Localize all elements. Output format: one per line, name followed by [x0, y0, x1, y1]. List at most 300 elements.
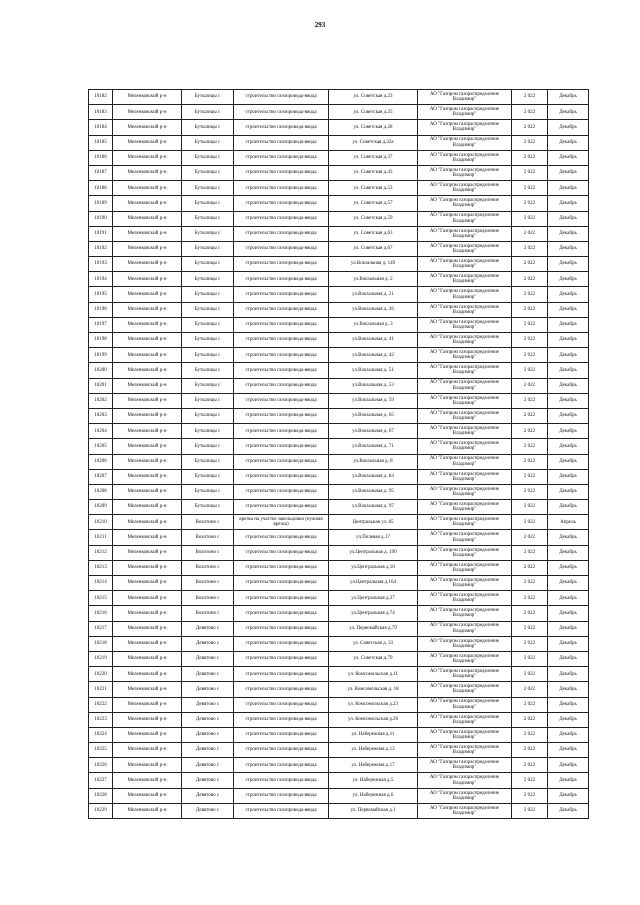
address-cell: ул.Вокзальная д. 8 [329, 454, 418, 469]
district-cell: Меленковский р-н [113, 90, 182, 105]
record-id-cell: 10206 [89, 454, 113, 469]
locality-cell: Бутылицы с [182, 90, 234, 105]
work-type-cell: строительство газопровода-ввода [234, 667, 329, 682]
organization-cell: АО "Газпром газораспределение Владимир" [418, 545, 512, 560]
year-cell: 2 022 [512, 393, 548, 408]
organization-cell: АО "Газпром газораспределение Владимир" [418, 621, 512, 636]
locality-cell: Девятово с [182, 773, 234, 788]
district-cell: Меленковский р-н [113, 454, 182, 469]
year-cell: 2 022 [512, 697, 548, 712]
organization-cell: АО "Газпром газораспределение Владимир" [418, 758, 512, 773]
month-cell: Декабрь [548, 560, 589, 575]
year-cell: 2 022 [512, 424, 548, 439]
record-id-cell: 10226 [89, 758, 113, 773]
month-cell: Декабрь [548, 469, 589, 484]
table-row [89, 105, 589, 120]
year-cell: 2 022 [512, 576, 548, 591]
address-cell: ул. Набережная д.5 [329, 773, 418, 788]
record-id-cell: 10211 [89, 530, 113, 545]
record-id-cell: 10207 [89, 469, 113, 484]
table-row [89, 424, 589, 439]
year-cell: 2 022 [512, 181, 548, 196]
locality-cell: Вохотино с [182, 591, 234, 606]
address-cell: ул.Вокзальная д. 2 [329, 272, 418, 287]
district-cell: Меленковский р-н [113, 408, 182, 423]
table-row [89, 606, 589, 621]
table-row [89, 697, 589, 712]
month-cell: Декабрь [548, 257, 589, 272]
district-cell: Меленковский р-н [113, 363, 182, 378]
district-cell: Меленковский р-н [113, 439, 182, 454]
organization-cell: АО "Газпром газораспределение Владимир" [418, 363, 512, 378]
year-cell: 2 022 [512, 120, 548, 135]
organization-cell: АО "Газпром газораспределение Владимир" [418, 682, 512, 697]
month-cell: Декабрь [548, 727, 589, 742]
organization-cell: АО "Газпром газораспределение Владимир" [418, 120, 512, 135]
organization-cell: АО "Газпром газораспределение Владимир" [418, 333, 512, 348]
locality-cell: Вохотино с [182, 576, 234, 591]
month-cell: Декабрь [548, 773, 589, 788]
district-cell: Меленковский р-н [113, 697, 182, 712]
organization-cell: АО "Газпром газораспределение Владимир" [418, 105, 512, 120]
organization-cell: АО "Газпром газораспределение Владимир" [418, 408, 512, 423]
work-type-cell: строительство газопровода-ввода [234, 621, 329, 636]
record-id-cell: 10192 [89, 241, 113, 256]
month-cell: Декабрь [548, 667, 589, 682]
work-type-cell: строительство газопровода-ввода [234, 105, 329, 120]
address-cell: ул. Советская д.37 [329, 150, 418, 165]
address-cell: ул.Полевая д.17 [329, 530, 418, 545]
table-row [89, 515, 589, 530]
organization-cell: АО "Газпром газораспределение Владимир" [418, 317, 512, 332]
work-type-cell: строительство газопровода-ввода [234, 348, 329, 363]
record-id-cell: 10203 [89, 408, 113, 423]
address-cell: ул. Комсомольская д. 18 [329, 682, 418, 697]
table-row [89, 439, 589, 454]
year-cell: 2 022 [512, 363, 548, 378]
address-cell: ул. Советская д. 33 [329, 636, 418, 651]
work-type-cell: строительство газопровода-ввода [234, 90, 329, 105]
district-cell: Меленковский р-н [113, 196, 182, 211]
district-cell: Меленковский р-н [113, 135, 182, 150]
organization-cell: АО "Газпром газораспределение Владимир" [418, 165, 512, 180]
organization-cell: АО "Газпром газораспределение Владимир" [418, 576, 512, 591]
district-cell: Меленковский р-н [113, 165, 182, 180]
organization-cell: АО "Газпром газораспределение Владимир" [418, 606, 512, 621]
locality-cell: Девятово с [182, 682, 234, 697]
district-cell: Меленковский р-н [113, 743, 182, 758]
year-cell: 2 022 [512, 469, 548, 484]
address-cell: ул. Первомайская д.1 [329, 803, 418, 818]
table-row [89, 500, 589, 515]
district-cell: Меленковский р-н [113, 667, 182, 682]
locality-cell: Бутылицы с [182, 424, 234, 439]
work-type-cell: строительство газопровода-ввода [234, 165, 329, 180]
table-row [89, 773, 589, 788]
locality-cell: Девятово с [182, 743, 234, 758]
work-type-cell: строительство газопровода-ввода [234, 120, 329, 135]
record-id-cell: 10210 [89, 515, 113, 530]
work-type-cell: строительство газопровода-ввода [234, 484, 329, 499]
month-cell: Декабрь [548, 439, 589, 454]
address-cell: ул.Центральная д.10 [329, 560, 418, 575]
record-id-cell: 10194 [89, 272, 113, 287]
table-row [89, 287, 589, 302]
table-row [89, 378, 589, 393]
year-cell: 2 022 [512, 287, 548, 302]
record-id-cell: 10208 [89, 484, 113, 499]
year-cell: 2 022 [512, 682, 548, 697]
record-id-cell: 10195 [89, 287, 113, 302]
page-number: 293 [314, 21, 326, 29]
record-id-cell: 10200 [89, 363, 113, 378]
address-cell: ул.Вокзальная д. 71 [329, 439, 418, 454]
work-type-cell: строительство газопровода-ввода [234, 636, 329, 651]
work-type-cell: строительство газопровода-ввода [234, 560, 329, 575]
record-id-cell: 10183 [89, 105, 113, 120]
organization-cell: АО "Газпром газораспределение Владимир" [418, 773, 512, 788]
year-cell: 2 022 [512, 317, 548, 332]
year-cell: 2 022 [512, 196, 548, 211]
record-id-cell: 10189 [89, 196, 113, 211]
organization-cell: АО "Газпром газораспределение Владимир" [418, 469, 512, 484]
year-cell: 2 022 [512, 90, 548, 105]
month-cell: Декабрь [548, 697, 589, 712]
district-cell: Меленковский р-н [113, 803, 182, 818]
table-row [89, 454, 589, 469]
record-id-cell: 10196 [89, 302, 113, 317]
work-type-cell: строительство газопровода-ввода [234, 196, 329, 211]
record-id-cell: 10204 [89, 424, 113, 439]
work-type-cell: строительство газопровода-ввода [234, 773, 329, 788]
table-row [89, 758, 589, 773]
district-cell: Меленковский р-н [113, 287, 182, 302]
organization-cell: АО "Газпром газораспределение Владимир" [418, 287, 512, 302]
month-cell: Декабрь [548, 272, 589, 287]
month-cell: Декабрь [548, 333, 589, 348]
work-type-cell: строительство газопровода-ввода [234, 758, 329, 773]
record-id-cell: 10227 [89, 773, 113, 788]
district-cell: Меленковский р-н [113, 211, 182, 226]
table-row [89, 348, 589, 363]
locality-cell: Бутылицы с [182, 181, 234, 196]
year-cell: 2 022 [512, 560, 548, 575]
year-cell: 2 022 [512, 591, 548, 606]
organization-cell: АО "Газпром газораспределение Владимир" [418, 378, 512, 393]
record-id-cell: 10190 [89, 211, 113, 226]
locality-cell: Девятово с [182, 712, 234, 727]
locality-cell: Девятово с [182, 621, 234, 636]
month-cell: Декабрь [548, 803, 589, 818]
month-cell: Декабрь [548, 545, 589, 560]
district-cell: Меленковский р-н [113, 150, 182, 165]
year-cell: 2 022 [512, 226, 548, 241]
year-cell: 2 022 [512, 135, 548, 150]
record-id-cell: 10191 [89, 226, 113, 241]
locality-cell: Бутылицы с [182, 393, 234, 408]
work-type-cell: строительство газопровода-ввода [234, 287, 329, 302]
locality-cell: Бутылицы с [182, 211, 234, 226]
address-cell: ул.Вокзальная д. 95 [329, 484, 418, 499]
month-cell: Декабрь [548, 150, 589, 165]
address-cell: ул.Центральная д.37 [329, 591, 418, 606]
record-id-cell: 10186 [89, 150, 113, 165]
table-row [89, 667, 589, 682]
organization-cell: АО "Газпром газораспределение Владимир" [418, 454, 512, 469]
address-cell: ул. Советская д.32а [329, 135, 418, 150]
locality-cell: Вохотино с [182, 545, 234, 560]
month-cell: Декабрь [548, 393, 589, 408]
district-cell: Меленковский р-н [113, 424, 182, 439]
work-type-cell: строительство газопровода-ввода [234, 788, 329, 803]
address-cell: ул. Первомайская д.79 [329, 621, 418, 636]
address-cell: ул.Центральная д.74 [329, 606, 418, 621]
table-row [89, 272, 589, 287]
table-row [89, 150, 589, 165]
table-row [89, 257, 589, 272]
month-cell: Декабрь [548, 788, 589, 803]
table-row [89, 135, 589, 150]
locality-cell: Вохотино с [182, 515, 234, 530]
district-cell: Меленковский р-н [113, 333, 182, 348]
work-type-cell: строительство газопровода-ввода [234, 454, 329, 469]
month-cell: Декабрь [548, 621, 589, 636]
year-cell: 2 022 [512, 743, 548, 758]
month-cell: Декабрь [548, 226, 589, 241]
organization-cell: АО "Газпром газораспределение Владимир" [418, 788, 512, 803]
work-type-cell: строительство газопровода-ввода [234, 803, 329, 818]
record-id-cell: 10187 [89, 165, 113, 180]
record-id-cell: 10193 [89, 257, 113, 272]
month-cell: Декабрь [548, 712, 589, 727]
locality-cell: Бутылицы с [182, 105, 234, 120]
table-row [89, 576, 589, 591]
organization-cell: АО "Газпром газораспределение Владимир" [418, 272, 512, 287]
table-row [89, 90, 589, 105]
month-cell: Декабрь [548, 287, 589, 302]
record-id-cell: 10218 [89, 636, 113, 651]
year-cell: 2 022 [512, 636, 548, 651]
month-cell: Декабрь [548, 363, 589, 378]
locality-cell: Бутылицы с [182, 363, 234, 378]
record-id-cell: 10229 [89, 803, 113, 818]
district-cell: Меленковский р-н [113, 773, 182, 788]
address-cell: ул. Советская д.59 [329, 211, 418, 226]
address-cell: ул.Вокзальная д. 42 [329, 348, 418, 363]
year-cell: 2 022 [512, 545, 548, 560]
work-type-cell: врезка на участке закольцовки (нужная врезка) [234, 515, 329, 530]
district-cell: Меленковский р-н [113, 378, 182, 393]
year-cell: 2 022 [512, 621, 548, 636]
year-cell: 2 022 [512, 439, 548, 454]
organization-cell: АО "Газпром газораспределение Владимир" [418, 196, 512, 211]
work-type-cell: строительство газопровода-ввода [234, 727, 329, 742]
year-cell: 2 022 [512, 333, 548, 348]
locality-cell: Бутылицы с [182, 500, 234, 515]
record-id-cell: 10220 [89, 667, 113, 682]
month-cell: Декабрь [548, 530, 589, 545]
address-cell: ул.Вокзальная д. 97 [329, 500, 418, 515]
district-cell: Меленковский р-н [113, 317, 182, 332]
organization-cell: АО "Газпром газораспределение Владимир" [418, 226, 512, 241]
work-type-cell: строительство газопровода-ввода [234, 439, 329, 454]
address-cell: ул. Советская д.79 [329, 651, 418, 666]
year-cell: 2 022 [512, 302, 548, 317]
locality-cell: Девятово с [182, 636, 234, 651]
record-id-cell: 10213 [89, 560, 113, 575]
month-cell: Декабрь [548, 484, 589, 499]
district-cell: Меленковский р-н [113, 758, 182, 773]
district-cell: Меленковский р-н [113, 606, 182, 621]
month-cell: Декабрь [548, 500, 589, 515]
month-cell: Декабрь [548, 651, 589, 666]
work-type-cell: строительство газопровода-ввода [234, 317, 329, 332]
work-type-cell: строительство газопровода-ввода [234, 378, 329, 393]
year-cell: 2 022 [512, 803, 548, 818]
organization-cell: АО "Газпром газораспределение Владимир" [418, 424, 512, 439]
locality-cell: Бутылицы с [182, 196, 234, 211]
organization-cell: АО "Газпром газораспределение Владимир" [418, 636, 512, 651]
organization-cell: АО "Газпром газораспределение Владимир" [418, 591, 512, 606]
table-row [89, 803, 589, 818]
table-row [89, 545, 589, 560]
table-row [89, 469, 589, 484]
locality-cell: Бутылицы с [182, 241, 234, 256]
work-type-cell: строительство газопровода-ввода [234, 530, 329, 545]
locality-cell: Девятово с [182, 727, 234, 742]
work-type-cell: строительство газопровода-ввода [234, 135, 329, 150]
work-type-cell: строительство газопровода-ввода [234, 363, 329, 378]
table-row [89, 727, 589, 742]
table-row [89, 712, 589, 727]
year-cell: 2 022 [512, 165, 548, 180]
locality-cell: Вохотино с [182, 560, 234, 575]
locality-cell: Бутылицы с [182, 378, 234, 393]
year-cell: 2 022 [512, 712, 548, 727]
month-cell: Декабрь [548, 165, 589, 180]
table-row [89, 165, 589, 180]
month-cell: Декабрь [548, 317, 589, 332]
district-cell: Меленковский р-н [113, 484, 182, 499]
district-cell: Меленковский р-н [113, 393, 182, 408]
month-cell: Декабрь [548, 105, 589, 120]
address-cell: ул. Комсомольская д.26 [329, 712, 418, 727]
month-cell: Декабрь [548, 211, 589, 226]
organization-cell: АО "Газпром газораспределение Владимир" [418, 712, 512, 727]
locality-cell: Вохотино с [182, 606, 234, 621]
address-cell: Центральная ул. 85 [329, 515, 418, 530]
district-cell: Меленковский р-н [113, 530, 182, 545]
record-id-cell: 10182 [89, 90, 113, 105]
work-type-cell: строительство газопровода-ввода [234, 226, 329, 241]
work-type-cell: строительство газопровода-ввода [234, 651, 329, 666]
organization-cell: АО "Газпром газораспределение Владимир" [418, 500, 512, 515]
work-type-cell: строительство газопровода-ввода [234, 591, 329, 606]
organization-cell: АО "Газпром газораспределение Владимир" [418, 560, 512, 575]
work-type-cell: строительство газопровода-ввода [234, 393, 329, 408]
year-cell: 2 022 [512, 241, 548, 256]
year-cell: 2 022 [512, 257, 548, 272]
district-cell: Меленковский р-н [113, 302, 182, 317]
address-cell: ул.Вокзальная д. 26 [329, 302, 418, 317]
month-cell: Декабрь [548, 636, 589, 651]
district-cell: Меленковский р-н [113, 621, 182, 636]
district-cell: Меленковский р-н [113, 241, 182, 256]
work-type-cell: строительство газопровода-ввода [234, 712, 329, 727]
address-cell: ул. Комсомольская д.11 [329, 667, 418, 682]
record-id-cell: 10202 [89, 393, 113, 408]
record-id-cell: 10223 [89, 712, 113, 727]
record-id-cell: 10199 [89, 348, 113, 363]
work-type-cell: строительство газопровода-ввода [234, 697, 329, 712]
table-row [89, 560, 589, 575]
locality-cell: Бутылицы с [182, 287, 234, 302]
district-cell: Меленковский р-н [113, 181, 182, 196]
table-row [89, 393, 589, 408]
district-cell: Меленковский р-н [113, 500, 182, 515]
organization-cell: АО "Газпром газораспределение Владимир" [418, 257, 512, 272]
address-cell: ул.Вокзальная д. 67 [329, 424, 418, 439]
gas-connection-table [88, 89, 589, 819]
year-cell: 2 022 [512, 667, 548, 682]
address-cell: ул. Набережная д.11 [329, 727, 418, 742]
record-id-cell: 10224 [89, 727, 113, 742]
record-id-cell: 10197 [89, 317, 113, 332]
district-cell: Меленковский р-н [113, 226, 182, 241]
locality-cell: Бутылицы с [182, 257, 234, 272]
work-type-cell: строительство газопровода-ввода [234, 606, 329, 621]
locality-cell: Бутылицы с [182, 454, 234, 469]
address-cell: ул.Вокзальная д. 21 [329, 287, 418, 302]
address-cell: ул.Вокзальная д. 65 [329, 408, 418, 423]
address-cell: ул. Советская д.63 [329, 226, 418, 241]
record-id-cell: 10212 [89, 545, 113, 560]
work-type-cell: строительство газопровода-ввода [234, 500, 329, 515]
year-cell: 2 022 [512, 150, 548, 165]
record-id-cell: 10225 [89, 743, 113, 758]
month-cell: Декабрь [548, 408, 589, 423]
district-cell: Меленковский р-н [113, 712, 182, 727]
district-cell: Меленковский р-н [113, 788, 182, 803]
address-cell: ул.Вокзальная д. 41 [329, 333, 418, 348]
table-row [89, 120, 589, 135]
record-id-cell: 10198 [89, 333, 113, 348]
work-type-cell: строительство газопровода-ввода [234, 150, 329, 165]
month-cell: Декабрь [548, 302, 589, 317]
address-cell: ул. Набережная д.17 [329, 758, 418, 773]
table-body [89, 90, 589, 819]
record-id-cell: 10188 [89, 181, 113, 196]
year-cell: 2 022 [512, 211, 548, 226]
locality-cell: Девятово с [182, 803, 234, 818]
address-cell: ул.Вокзальная д. 51 [329, 363, 418, 378]
record-id-cell: 10184 [89, 120, 113, 135]
year-cell: 2 022 [512, 788, 548, 803]
record-id-cell: 10214 [89, 576, 113, 591]
organization-cell: АО "Газпром газораспределение Владимир" [418, 181, 512, 196]
work-type-cell: строительство газопровода-ввода [234, 545, 329, 560]
organization-cell: АО "Газпром газораспределение Владимир" [418, 727, 512, 742]
address-cell: ул. Советская д.28 [329, 120, 418, 135]
organization-cell: АО "Газпром газораспределение Владимир" [418, 90, 512, 105]
locality-cell: Бутылицы с [182, 484, 234, 499]
locality-cell: Девятово с [182, 651, 234, 666]
record-id-cell: 10205 [89, 439, 113, 454]
table-row [89, 363, 589, 378]
year-cell: 2 022 [512, 515, 548, 530]
organization-cell: АО "Газпром газораспределение Владимир" [418, 302, 512, 317]
district-cell: Меленковский р-н [113, 545, 182, 560]
